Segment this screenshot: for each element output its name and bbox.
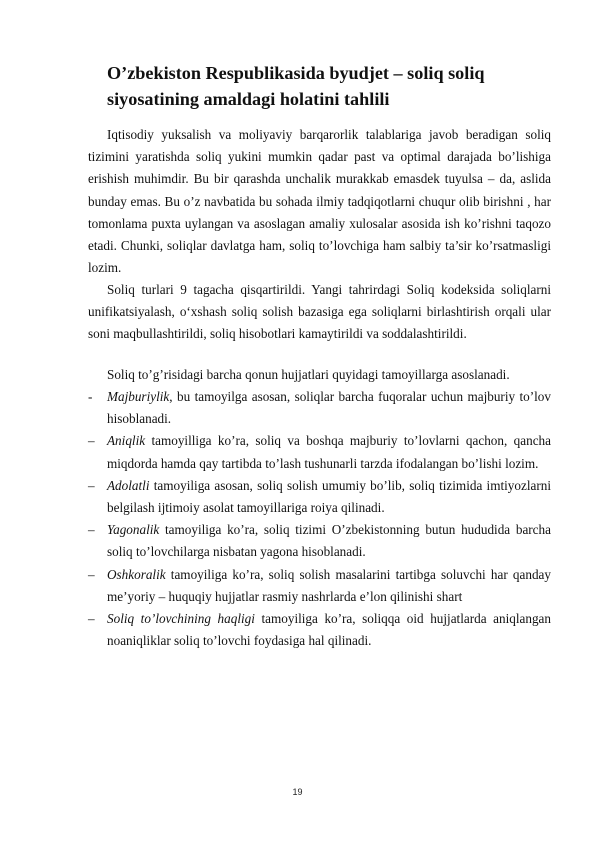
paragraph-intro: Iqtisodiy yuksalish va moliyaviy barqarorlik talablariga javob beradigan soliq tizimini yaratishda soliq yukini mumkin qadar past va optimal darajada bo’lishiga erishish muhimdir. Bu bir qarashda unchalik murakkab emasdek tuyulsa – da, aslida bunday emas. Bu o’z navbatida bu sohada ilmiy tadqiqotlarni chuqur olib birishni , har tomonlama puxta uylangan va asoslagan amaliy xulosalar asosida ish ko’rishni taqozo etadi. Chunki, soliqlar davlatga ham, soliq to’lovchiga ham salbiy ta’sir ko’rsatmasligi lozim. bbox=[88, 127, 551, 276]
list-dash: – bbox=[88, 433, 95, 449]
principle-text: tamoyiliga ko’ra, soliq tizimi O’zbekistonning butun hududida barcha soliq to’lovchilarga nisbatan yagona hisoblanadi. bbox=[107, 522, 551, 560]
principle-term: Soliq to’lovchining haqligi bbox=[107, 611, 255, 627]
list-dash: - bbox=[88, 389, 93, 404]
list-item bbox=[88, 386, 551, 430]
paragraph-tax-reform: Soliq turlari 9 tagacha qisqartirildi. Yangi tahrirdagi Soliq kodeksida soliqlarni unifikatsiyalash, o‘xshash soliq solish bazasiga ega soliqlarni birlashtirish orqali ular soni maqbullashtirildi, soliq hisobotlari kamaytirildi va soddalashtirildi. bbox=[88, 282, 551, 342]
principles-list bbox=[88, 386, 551, 652]
page-number: 19 bbox=[292, 787, 303, 797]
list-item bbox=[88, 475, 551, 519]
principle-text: tamoyiliga asosan, soliq solish umumiy bo’lib, soliq tizimida imtiyozlarni belgilash ijtimoiy asolat tamoyillariga roiya qilinadi. bbox=[107, 477, 551, 516]
list-dash: – bbox=[88, 477, 95, 493]
list-item bbox=[88, 608, 551, 652]
principle-text: tamoyiliga ko’ra, soliqqa oid hujjatlarda aniqlangan noaniqliklar soliq to’lovchi foydasiga hal qilinadi. bbox=[107, 611, 551, 649]
paragraph-principles-intro: Soliq to’g’risidagi barcha qonun hujjatlari quyidagi tamoyillarga asoslanadi. bbox=[107, 367, 510, 382]
page-title: O’zbekiston Respublikasida byudjet – soliq soliq siyosatining amaldagi holatini tahlili bbox=[107, 63, 485, 109]
principle-text: tamoyiliga ko’ra, soliq solish masalarini tartibga soluvchi har qanday me’yoriy – huquqiy hujjatlar rasmiy nashrlarda e’lon qilinishi shart bbox=[107, 566, 551, 604]
principle-term: Adolatli bbox=[107, 477, 150, 493]
list-item bbox=[88, 519, 551, 563]
list-item bbox=[88, 564, 551, 608]
list-dash: – bbox=[88, 566, 95, 582]
principle-text: tamoyilliga ko’ra, soliq va boshqa majburiy to’lovlarni qachon, qancha miqdorda hamda qay tartibda to’lash tushunarli tarzda ifodalangan bo’lishi lozim. bbox=[107, 433, 551, 471]
principle-term: Majburiylik bbox=[107, 389, 170, 404]
list-dash: – bbox=[88, 611, 95, 627]
list-dash: – bbox=[88, 522, 95, 538]
list-item bbox=[88, 430, 551, 474]
principle-term: Aniqlik bbox=[107, 433, 146, 449]
principle-term: Oshkoralik bbox=[107, 566, 166, 582]
principle-term: Yagonalik bbox=[107, 522, 160, 538]
principle-text: , bu tamoyilga asosan, soliqlar barcha fuqoralar uchun majburiy to’lov hisoblanadi. bbox=[107, 389, 551, 427]
